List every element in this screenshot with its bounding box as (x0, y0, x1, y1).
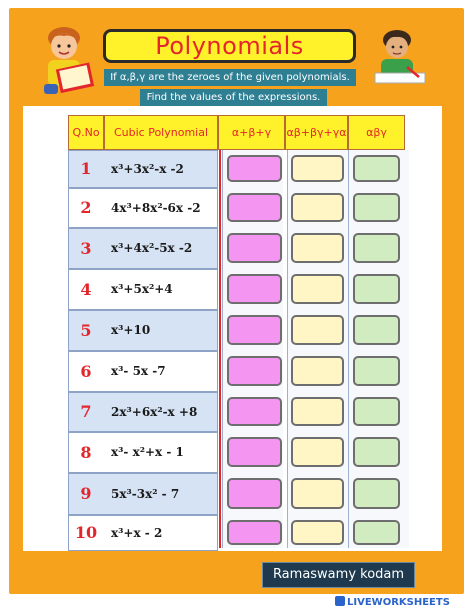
question-number: 8 (80, 443, 92, 462)
answer-sum-of-products[interactable] (291, 315, 344, 345)
cubic-polynomial: x³+10 (111, 323, 151, 337)
question-number: 6 (80, 362, 92, 381)
answer-sum-of-zeroes[interactable] (227, 315, 282, 345)
answer-product-of-zeroes[interactable] (353, 437, 400, 467)
question-number: 1 (80, 159, 92, 178)
question-number: 4 (80, 280, 92, 299)
answer-sum-of-zeroes[interactable] (227, 478, 282, 509)
author-credit: Ramaswamy kodam (262, 562, 415, 588)
answer-product-of-zeroes[interactable] (353, 193, 400, 222)
instruction-line-2: Find the values of the expressions. (140, 89, 327, 106)
question-number: 9 (80, 484, 92, 503)
header-sum-of-products: αβ+βγ+γα (285, 115, 348, 150)
answer-sum-of-products[interactable] (291, 520, 344, 545)
cubic-polynomial: 5x³-3x² - 7 (111, 487, 180, 501)
question-number: 5 (80, 321, 92, 340)
title-banner (103, 29, 356, 63)
answer-sum-of-zeroes[interactable] (227, 520, 282, 545)
answer-sum-of-zeroes[interactable] (227, 437, 282, 467)
answer-product-of-zeroes[interactable] (353, 155, 400, 182)
liveworksheets-icon (335, 596, 345, 606)
reading-boy-illustration (34, 24, 98, 96)
answer-sum-of-zeroes[interactable] (227, 233, 282, 263)
answer-sum-of-zeroes[interactable] (227, 356, 282, 386)
answer-sum-of-zeroes[interactable] (227, 397, 282, 426)
answer-product-of-zeroes[interactable] (353, 356, 400, 386)
answer-product-of-zeroes[interactable] (353, 233, 400, 263)
question-number: 3 (80, 239, 92, 258)
cubic-polynomial: x³- 5x -7 (111, 364, 166, 378)
writing-boy-illustration (367, 27, 431, 87)
header-polynomial: Cubic Polynomial (104, 115, 218, 150)
answer-sum-of-products[interactable] (291, 437, 344, 467)
answer-product-of-zeroes[interactable] (353, 478, 400, 509)
header-product-of-zeroes: αβγ (348, 115, 405, 150)
page-title: Polynomials (155, 32, 304, 60)
answer-product-of-zeroes[interactable] (353, 397, 400, 426)
question-number: 10 (74, 523, 98, 542)
cubic-polynomial: x³+x - 2 (111, 526, 163, 540)
answer-sum-of-zeroes[interactable] (227, 193, 282, 222)
answer-product-of-zeroes[interactable] (353, 315, 400, 345)
answer-sum-of-zeroes[interactable] (227, 274, 282, 304)
answer-sum-of-products[interactable] (291, 233, 344, 263)
question-number: 2 (80, 198, 92, 217)
answer-sum-of-products[interactable] (291, 193, 344, 222)
column-divider (219, 150, 221, 548)
cubic-polynomial: 2x³+6x²-x +8 (111, 405, 198, 419)
answer-sum-of-products[interactable] (291, 356, 344, 386)
cubic-polynomial: 4x³+8x²-6x -2 (111, 201, 201, 215)
footer-logo (335, 596, 450, 610)
answer-product-of-zeroes[interactable] (353, 520, 400, 545)
cubic-polynomial: x³- x²+x - 1 (111, 445, 184, 459)
answer-sum-of-products[interactable] (291, 155, 344, 182)
header-qno: Q.No (68, 115, 104, 150)
answer-product-of-zeroes[interactable] (353, 274, 400, 304)
answer-sum-of-products[interactable] (291, 274, 344, 304)
cubic-polynomial: x³+4x²-5x -2 (111, 241, 193, 255)
instruction-line-1: If α,β,γ are the zeroes of the given polynomials. (104, 69, 356, 86)
header-sum-of-zeroes: α+β+γ (218, 115, 285, 150)
question-number: 7 (80, 402, 92, 421)
answer-sum-of-products[interactable] (291, 478, 344, 509)
cubic-polynomial: x³+5x²+4 (111, 282, 173, 296)
answer-sum-of-products[interactable] (291, 397, 344, 426)
footer-text: LIVEWORKSHEETS (347, 597, 450, 608)
cubic-polynomial: x³+3x²-x -2 (111, 162, 184, 176)
answer-sum-of-zeroes[interactable] (227, 155, 282, 182)
